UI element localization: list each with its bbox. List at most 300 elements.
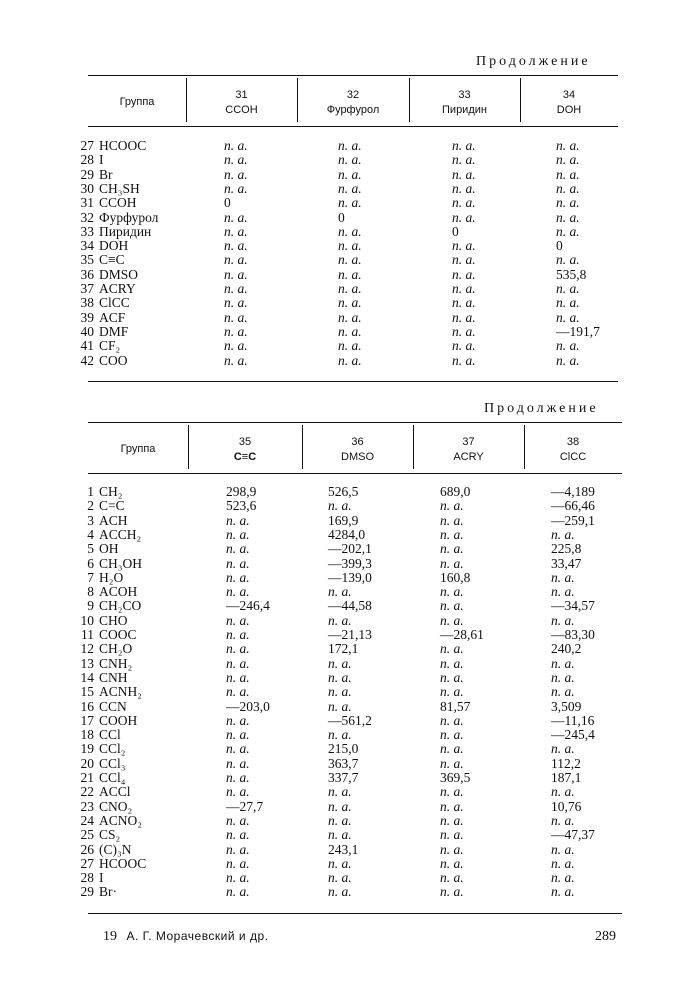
value-cell: n. a.	[452, 323, 476, 339]
group-name: I	[99, 870, 104, 886]
value-cell: n. a.	[440, 669, 464, 685]
row-number: 17	[80, 712, 94, 728]
value-cell: 0	[452, 223, 459, 239]
table-row	[0, 771, 700, 785]
group-name: CCOH	[99, 195, 137, 211]
value-cell: n. a.	[226, 827, 250, 843]
value-cell: n. a.	[328, 870, 352, 886]
value-cell: n. a.	[226, 841, 250, 857]
row-number: 14	[80, 669, 94, 685]
row-number: 12	[80, 641, 94, 657]
column-number: 34	[562, 89, 576, 101]
value-cell: n. a.	[452, 238, 476, 254]
row-number: 21	[80, 770, 94, 785]
value-cell: n. a.	[556, 223, 580, 239]
row-number: 28	[80, 870, 94, 886]
value-cell: n. a.	[226, 712, 250, 728]
value-cell: n. a.	[328, 798, 352, 814]
row-number: 7	[87, 569, 94, 585]
table-row	[0, 800, 700, 814]
value-cell: n. a.	[328, 827, 352, 843]
table-row	[0, 585, 700, 599]
value-cell: n. a.	[551, 569, 575, 585]
table-row	[0, 828, 700, 842]
value-cell: 0	[338, 209, 345, 225]
value-cell: 169,9	[328, 512, 359, 528]
value-cell: n. a.	[328, 727, 352, 743]
value-cell: n. a.	[226, 870, 250, 886]
row-number: 22	[80, 784, 94, 800]
row-number: 38	[80, 295, 94, 311]
table-row	[0, 757, 700, 771]
row-number: 29	[80, 884, 94, 900]
value-cell: n. a.	[551, 870, 575, 886]
table1-column-header	[186, 88, 297, 118]
group-name: CH₂O	[99, 641, 133, 657]
value-cell: n. a.	[226, 541, 250, 557]
table-row	[0, 282, 700, 296]
value-cell: —47,37	[551, 827, 595, 843]
value-cell: n. a.	[440, 655, 464, 671]
value-cell: n. a.	[556, 295, 580, 311]
value-cell: n. a.	[328, 698, 352, 714]
row-number: 8	[87, 584, 94, 600]
group-name: CCN	[99, 698, 127, 714]
group-name: CCl₃	[99, 755, 126, 771]
value-cell: n. a.	[556, 166, 580, 182]
value-cell: 298,9	[226, 484, 257, 499]
value-cell: n. a.	[224, 338, 248, 354]
value-cell: n. a.	[224, 352, 248, 368]
value-cell: n. a.	[226, 655, 250, 671]
value-cell: 526,5	[328, 484, 359, 499]
table-row	[0, 642, 700, 656]
row-number: 6	[87, 555, 94, 571]
value-cell: —27,7	[226, 798, 264, 814]
value-cell: n. a.	[338, 238, 362, 254]
value-cell: n. a.	[440, 584, 464, 600]
value-cell: n. a.	[551, 884, 575, 900]
table-row	[0, 499, 700, 513]
group-name: ACCl	[99, 784, 131, 800]
value-cell: n. a.	[551, 812, 575, 828]
value-cell: n. a.	[551, 841, 575, 857]
value-cell: 240,2	[551, 641, 582, 657]
table-row	[0, 571, 700, 585]
group-name: COO	[99, 352, 128, 368]
column-name: DOH	[556, 104, 582, 116]
value-cell: n. a.	[224, 238, 248, 254]
value-cell: n. a.	[452, 295, 476, 311]
row-number: 15	[80, 684, 94, 700]
group-name: ACCH₂	[99, 526, 142, 542]
group-name: HCOOC	[99, 855, 147, 871]
value-cell: n. a.	[226, 770, 250, 785]
table2-column-header	[524, 435, 622, 465]
table-row	[0, 700, 700, 714]
column-number: 37	[462, 436, 475, 448]
row-number: 19	[80, 741, 94, 757]
column-name: CCOH	[225, 104, 258, 116]
row-number: 4	[87, 526, 94, 542]
column-number: 32	[346, 89, 360, 101]
value-cell: n. a.	[338, 338, 362, 354]
value-cell: n. a.	[226, 669, 250, 685]
value-cell: —561,2	[328, 712, 372, 728]
value-cell: n. a.	[556, 195, 580, 211]
value-cell: n. a.	[224, 152, 248, 168]
row-number: 5	[87, 541, 94, 557]
value-cell: n. a.	[328, 812, 352, 828]
value-cell: n. a.	[338, 266, 362, 282]
row-number: 2	[87, 498, 94, 514]
value-cell: 363,7	[328, 755, 359, 771]
value-cell: n. a.	[226, 884, 250, 900]
value-cell: n. a.	[226, 727, 250, 743]
group-name: CHO	[99, 612, 128, 628]
row-number: 29	[80, 166, 94, 182]
value-cell: 337,7	[328, 770, 359, 785]
table1-bottom-rule	[88, 381, 618, 382]
page-footer-left	[103, 929, 268, 945]
table1-column-header	[297, 88, 409, 118]
table-row	[0, 528, 700, 542]
value-cell: n. a.	[440, 555, 464, 571]
row-number: 34	[80, 238, 94, 254]
value-cell: n. a.	[224, 323, 248, 339]
column-name: C≡C	[233, 451, 257, 463]
value-cell: 4284,0	[328, 526, 366, 542]
column-number: 36	[351, 436, 364, 448]
column-name: DMSO	[341, 451, 374, 463]
group-name: C=C	[99, 498, 125, 514]
group-name: ClCC	[99, 295, 130, 311]
table-row	[0, 339, 700, 353]
table-row	[0, 599, 700, 613]
table-row	[0, 542, 700, 556]
group-name: CS₂	[99, 827, 121, 843]
value-cell: n. a.	[226, 512, 250, 528]
row-number: 37	[80, 281, 94, 296]
group-name: CH₃OH	[99, 555, 142, 571]
table-row	[0, 268, 700, 282]
value-cell: —246,4	[226, 598, 270, 614]
value-cell: —259,1	[551, 512, 595, 528]
table-row	[0, 153, 700, 167]
value-cell: —66,46	[551, 498, 595, 514]
value-cell: n. a.	[328, 684, 352, 700]
table1-top-rule	[88, 75, 618, 76]
value-cell: n. a.	[452, 180, 476, 196]
value-cell: n. a.	[440, 541, 464, 557]
value-cell: 535,8	[556, 266, 587, 282]
group-name: I	[99, 152, 104, 168]
row-number: 25	[80, 827, 94, 843]
table2-column-header	[302, 435, 413, 465]
group-name: C≡C	[99, 252, 125, 268]
column-number: 38	[566, 436, 580, 448]
value-cell: —139,0	[328, 569, 372, 585]
row-number: 18	[80, 727, 94, 743]
continuation-label: Продолжение	[484, 401, 599, 416]
author-line: А. Г. Морачевский и др.	[126, 929, 269, 943]
group-name: ACOH	[99, 584, 138, 600]
value-cell: n. a.	[452, 252, 476, 268]
value-cell: 112,2	[551, 755, 581, 771]
value-cell: —34,57	[551, 598, 595, 614]
row-number: 41	[80, 338, 94, 354]
group-name: CH₃SH	[99, 180, 140, 196]
table2-group-header: Группа	[120, 443, 156, 455]
group-name: ACH	[99, 512, 128, 528]
value-cell: n. a.	[440, 827, 464, 843]
value-cell: 689,0	[440, 484, 471, 499]
row-number: 10	[80, 612, 94, 628]
group-name: DMF	[99, 323, 129, 339]
table-row	[0, 211, 700, 225]
table1-header-rule	[88, 126, 618, 127]
group-name: CH₂	[99, 484, 123, 499]
table2-bottom-rule	[88, 913, 622, 914]
value-cell: n. a.	[440, 641, 464, 657]
value-cell: n. a.	[328, 498, 352, 514]
value-cell: n. a.	[226, 855, 250, 871]
value-cell: n. a.	[556, 138, 580, 153]
table-row	[0, 685, 700, 699]
table-row	[0, 857, 700, 871]
value-cell: 0	[556, 238, 563, 254]
value-cell: n. a.	[452, 138, 476, 153]
table-row	[0, 885, 700, 899]
value-cell: n. a.	[452, 309, 476, 325]
value-cell: n. a.	[551, 526, 575, 542]
value-cell: 81,57	[440, 698, 471, 714]
group-name: H₂O	[99, 569, 124, 585]
group-name: CCl	[99, 727, 121, 743]
value-cell: 215,0	[328, 741, 359, 757]
value-cell: 369,5	[440, 770, 471, 785]
value-cell: n. a.	[226, 812, 250, 828]
table-row	[0, 742, 700, 756]
value-cell: n. a.	[551, 584, 575, 600]
value-cell: n. a.	[338, 323, 362, 339]
table-row	[0, 139, 700, 153]
value-cell: n. a.	[338, 152, 362, 168]
value-cell: n. a.	[452, 266, 476, 282]
column-number: 33	[458, 89, 471, 101]
value-cell: n. a.	[556, 152, 580, 168]
column-number: 31	[235, 89, 248, 101]
group-name: ACNO₂	[99, 812, 142, 828]
group-name: Фурфурол	[99, 209, 159, 225]
table1-column-header	[520, 88, 618, 118]
continuation-label: Продолжение	[476, 54, 591, 69]
value-cell: n. a.	[452, 209, 476, 225]
group-name: ACF	[99, 309, 126, 325]
value-cell: n. a.	[556, 281, 580, 296]
value-cell: n. a.	[226, 526, 250, 542]
row-number: 28	[80, 152, 94, 168]
value-cell: n. a.	[328, 784, 352, 800]
row-number: 9	[87, 598, 94, 614]
value-cell: n. a.	[226, 684, 250, 700]
value-cell: n. a.	[328, 669, 352, 685]
group-name: COOC	[99, 627, 137, 642]
group-name: Br·	[99, 884, 117, 900]
group-name: Пиридин	[99, 223, 152, 239]
row-number: 42	[80, 352, 94, 368]
value-cell: n. a.	[440, 598, 464, 614]
value-cell: n. a.	[440, 498, 464, 514]
row-number: 39	[80, 309, 94, 325]
value-cell: n. a.	[338, 352, 362, 368]
row-number: 36	[80, 266, 94, 282]
value-cell: n. a.	[440, 684, 464, 700]
value-cell: 0	[224, 195, 231, 211]
group-name: CH₂CO	[99, 598, 142, 614]
value-cell: n. a.	[551, 741, 575, 757]
value-cell: n. a.	[338, 180, 362, 196]
row-number: 23	[80, 798, 94, 814]
row-number: 33	[80, 223, 94, 239]
value-cell: n. a.	[328, 884, 352, 900]
table-row	[0, 514, 700, 528]
value-cell: n. a.	[224, 266, 248, 282]
value-cell: n. a.	[338, 223, 362, 239]
column-name: ClCC	[559, 451, 587, 463]
value-cell: n. a.	[338, 295, 362, 311]
group-name: OH	[99, 541, 119, 557]
value-cell: n. a.	[440, 612, 464, 628]
value-cell: n. a.	[338, 166, 362, 182]
value-cell: n. a.	[440, 741, 464, 757]
group-name: CCl₄	[99, 770, 126, 785]
value-cell: n. a.	[551, 855, 575, 871]
value-cell: n. a.	[226, 755, 250, 771]
row-number: 35	[80, 252, 94, 268]
value-cell: n. a.	[440, 798, 464, 814]
row-number: 11	[81, 627, 94, 642]
value-cell: n. a.	[440, 784, 464, 800]
value-cell: n. a.	[440, 855, 464, 871]
table-row	[0, 628, 700, 642]
row-number: 30	[80, 180, 94, 196]
value-cell: n. a.	[551, 612, 575, 628]
value-cell: —191,7	[556, 323, 600, 339]
table-row	[0, 196, 700, 210]
group-name: ACRY	[99, 281, 136, 296]
value-cell: n. a.	[226, 741, 250, 757]
table-row	[0, 253, 700, 267]
value-cell: n. a.	[440, 727, 464, 743]
value-cell: n. a.	[338, 138, 362, 153]
row-number: 26	[80, 841, 94, 857]
value-cell: n. a.	[452, 195, 476, 211]
value-cell: n. a.	[556, 352, 580, 368]
value-cell: n. a.	[328, 655, 352, 671]
value-cell: 172,1	[328, 641, 359, 657]
value-cell: 160,8	[440, 569, 471, 585]
table-row	[0, 657, 700, 671]
value-cell: n. a.	[226, 555, 250, 571]
row-number: 13	[80, 655, 94, 671]
value-cell: n. a.	[440, 870, 464, 886]
value-cell: n. a.	[328, 584, 352, 600]
value-cell: n. a.	[224, 295, 248, 311]
value-cell: n. a.	[440, 512, 464, 528]
row-number: 24	[80, 812, 94, 828]
value-cell: n. a.	[226, 627, 250, 642]
value-cell: —83,30	[551, 627, 595, 642]
value-cell: n. a.	[556, 209, 580, 225]
table-row	[0, 168, 700, 182]
value-cell: n. a.	[452, 152, 476, 168]
table-row	[0, 182, 700, 196]
group-name: CF₂	[99, 338, 121, 354]
value-cell: —245,4	[551, 727, 595, 743]
value-cell: —4,189	[551, 484, 595, 499]
table-row	[0, 728, 700, 742]
table-row	[0, 843, 700, 857]
value-cell: n. a.	[328, 612, 352, 628]
value-cell: n. a.	[226, 784, 250, 800]
table1-group-header: Группа	[119, 96, 155, 108]
value-cell: n. a.	[440, 526, 464, 542]
value-cell: —203,0	[226, 698, 270, 714]
table-row	[0, 714, 700, 728]
value-cell: n. a.	[440, 755, 464, 771]
row-number: 27	[80, 138, 94, 153]
value-cell: n. a.	[440, 884, 464, 900]
group-name: DMSO	[99, 266, 139, 282]
group-name: Br	[99, 166, 113, 182]
value-cell: n. a.	[338, 252, 362, 268]
value-cell: n. a.	[440, 812, 464, 828]
column-name: Пиридин	[442, 104, 487, 116]
signature-number: 19	[103, 929, 117, 944]
value-cell: n. a.	[224, 138, 248, 153]
value-cell: n. a.	[224, 209, 248, 225]
value-cell: 10,76	[551, 798, 582, 814]
table2-top-rule	[88, 422, 622, 423]
row-number: 3	[87, 512, 94, 528]
value-cell: —399,3	[328, 555, 372, 571]
group-name: COOH	[99, 712, 138, 728]
value-cell: n. a.	[226, 584, 250, 600]
column-name: Фурфурол	[326, 104, 380, 116]
table1-column-header	[409, 88, 520, 118]
group-name: CNO₂	[99, 798, 133, 814]
value-cell: n. a.	[452, 352, 476, 368]
value-cell: n. a.	[328, 855, 352, 871]
value-cell: n. a.	[224, 180, 248, 196]
value-cell: n. a.	[224, 166, 248, 182]
value-cell: n. a.	[452, 166, 476, 182]
table2-column-header	[188, 435, 302, 465]
value-cell: n. a.	[224, 252, 248, 268]
group-name: ACNH₂	[99, 684, 142, 700]
table-row	[0, 671, 700, 685]
row-number: 1	[87, 484, 94, 499]
value-cell: n. a.	[440, 841, 464, 857]
group-name: DOH	[99, 238, 129, 254]
table-row	[0, 785, 700, 799]
value-cell: n. a.	[224, 223, 248, 239]
value-cell: 243,1	[328, 841, 359, 857]
table-row	[0, 557, 700, 571]
row-number: 20	[80, 755, 94, 771]
value-cell: —44,58	[328, 598, 372, 614]
